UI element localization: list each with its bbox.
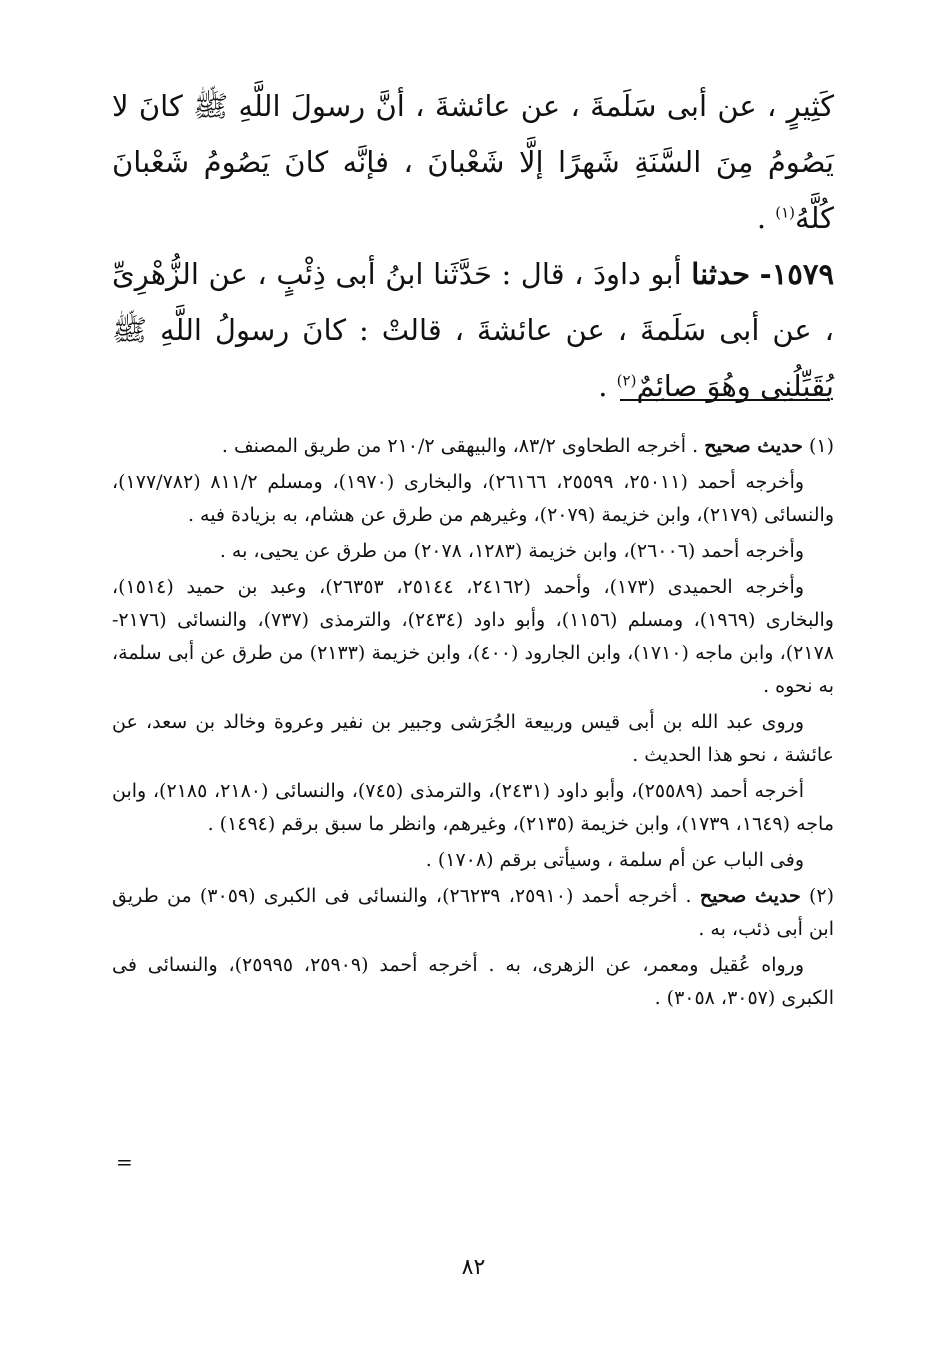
- hadith-lead-word: حدثنا: [691, 257, 751, 291]
- footnote-paragraph: وأخرجه الحميدى (١٧٣)، وأحمد (٢٤١٦٢، ٢٥١٤٤، ٢٦٣٥٣)، وعبد بن حميد (١٥١٤)، والبخارى (١٩٦٩)، ومسلم (١١٥٦)، وأبو داود (٢٤٣٤)، والترمذى (٧٣٧)، والنسائى (٢١٧٦- ٢١٧٨)، وابن ماجه (١٧١٠)، وابن الجارود (٤٠٠)، وابن خزيمة (٢١٣٣) من طرق عن أبى سلمة، به نحوه .: [112, 576, 834, 697]
- footnote-paragraph: ورواه عُقيل ومعمر، عن الزهرى، به . أخرجه أحمد (٢٥٩٠٩، ٢٥٩٩٥)، والنسائى فى الكبرى (٣٠٥٧، ٣٠٥٨) .: [112, 954, 834, 1009]
- footnotes: [112, 430, 834, 1018]
- footnote-number: (١): [808, 435, 834, 457]
- footnote-2: [112, 880, 834, 946]
- main-text: [112, 78, 834, 414]
- footnote-paragraph: وأخرجه أحمد (٢٥٠١١، ٢٥٥٩٩، ٢٦١٦٦)، والبخارى (١٩٧٠)، ومسلم ٨١١/٢ (١٧٧/٧٨٢)، والنسائى (٢١٧٩)، وابن خزيمة (٢٠٧٩)، وغيرهم من طرق عن هشام، به بزيادة فيه .: [112, 471, 834, 526]
- footnote-marker: (١): [775, 203, 796, 222]
- hadith-number: ١٥٧٩-: [759, 257, 835, 291]
- grading-label: حديث صحيح: [699, 885, 801, 907]
- footnote-paragraph: وأخرجه أحمد (٢٦٠٠٦)، وابن خزيمة (١٢٨٣، ٢٠٧٨) من طرق عن يحيى، به .: [219, 540, 804, 562]
- footnote-separator: [620, 399, 830, 401]
- paragraph-end: .: [756, 201, 767, 235]
- paragraph-text: كَثِيرٍ ، عن أبى سَلَمةَ ، عن عائشةَ ، أنَّ رسولَ اللَّهِ ﷺ كانَ لا يَصُومُ مِنَ السَّنَةِ شَهرًا إلَّا شَعْبانَ ، فإنَّه كانَ يَصُومُ شَعْبانَ كُلَّهُ: [112, 89, 834, 235]
- main-text-area: [112, 78, 834, 414]
- footnote-text: . أخرجه أحمد (٢٥٩١٠، ٢٦٢٣٩)، والنسائى فى الكبرى (٣٠٥٩) من طريق ابن أبى ذئب، به .: [112, 885, 834, 940]
- grading-label: حديث صحيح: [704, 435, 803, 457]
- continued-mark: =: [116, 1150, 133, 1174]
- page-number: ٨٢: [461, 1255, 486, 1280]
- footnote-number: (٢): [808, 885, 835, 907]
- hadith-text: أبو داودَ ، قال : حَدَّثَنا ابنُ أبى ذِئْبٍ ، عن الزُّهْرِىِّ ، عن أبى سَلَمةَ ، عن عائشةَ ، قالتْ : كانَ رسولُ اللَّهِ ﷺ يُقَبِّلُنِى وهُوَ صائِمٌ: [112, 257, 834, 403]
- footnote-text: . أخرجه الطحاوى ٨٣/٢، والبيهقى ٢١٠/٢ من طريق المصنف .: [221, 435, 699, 457]
- footnote-paragraph: أخرجه أحمد (٢٥٥٨٩)، وأبو داود (٢٤٣١)، والترمذى (٧٤٥)، والنسائى (٢١٨٠، ٢١٨٥)، وابن ماجه (١٦٤٩، ١٧٣٩)، وابن خزيمة (٢١٣٥)، وغيرهم، وانظر ما سبق برقم (١٤٩٤) .: [112, 780, 834, 835]
- footnote-paragraph: وفى الباب عن أم سلمة ، وسيأتى برقم (١٧٠٨) .: [425, 849, 804, 871]
- hadith-paragraph: [112, 246, 834, 414]
- hadith-continuation-paragraph: [112, 78, 834, 246]
- paragraph-end: .: [598, 369, 608, 403]
- footnote-paragraph: وروى عبد الله بن أبى قيس وربيعة الجُرَشى وجبير بن نفير وعروة وخالد بن سعد، عن عائشة ، نحو هذا الحديث .: [112, 711, 834, 766]
- footnote-1: [112, 430, 834, 463]
- footnote-marker: (٢): [616, 371, 637, 390]
